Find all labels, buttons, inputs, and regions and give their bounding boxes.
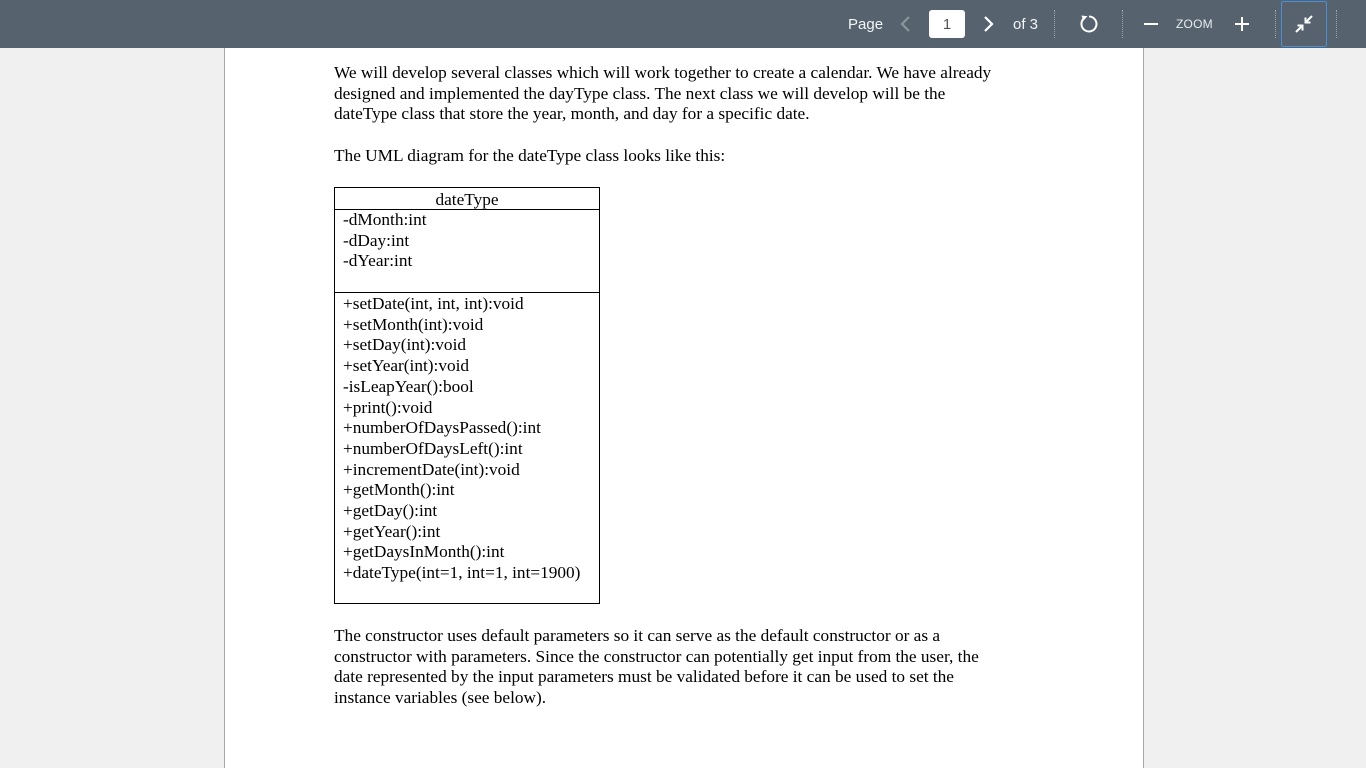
uml-method: +getMonth():int	[343, 480, 455, 500]
uml-method: +setYear(int):void	[343, 356, 470, 376]
chevron-right-icon	[983, 15, 995, 33]
uml-method: +incrementDate(int):void	[343, 459, 520, 479]
uml-method: +numberOfDaysLeft():int	[343, 438, 523, 458]
uml-class-diagram	[334, 187, 600, 604]
uml-method: +getDay():int	[343, 501, 438, 520]
uml-methods-section	[335, 293, 599, 603]
uml-attribute: -dMonth:int	[343, 210, 427, 229]
document-viewer[interactable]	[0, 48, 1366, 768]
uml-class-name: dateType	[335, 188, 599, 210]
zoom-out-button[interactable]	[1138, 0, 1164, 48]
zoom-in-button[interactable]	[1229, 0, 1255, 48]
uml-method: +setDate(int, int, int):void	[343, 294, 524, 313]
page-number-input[interactable]	[929, 10, 965, 38]
uml-method: +setDay(int):void	[343, 335, 467, 355]
previous-page-button[interactable]	[893, 0, 917, 48]
uml-method: -isLeapYear():bool	[343, 376, 474, 396]
page-label: Page	[848, 15, 884, 33]
uml-attribute: -dDay:int	[343, 230, 410, 250]
uml-method: +dateType(int=1, int=1, int=1900)	[343, 563, 581, 583]
page-total: of 3	[1013, 15, 1039, 33]
exit-fullscreen-button[interactable]	[1281, 1, 1327, 47]
chevron-left-icon	[899, 15, 911, 33]
uml-method: +numberOfDaysPassed():int	[343, 418, 541, 438]
rotate-button[interactable]	[1074, 0, 1104, 48]
exit-fullscreen-icon	[1294, 14, 1314, 34]
next-page-button[interactable]	[977, 0, 1001, 48]
uml-method: +setMonth(int):void	[343, 314, 484, 334]
plus-icon	[1234, 16, 1250, 32]
toolbar-divider	[1122, 10, 1123, 38]
uml-attributes-section	[335, 209, 599, 293]
constructor-paragraph: The constructor uses default parameters so it can serve as the default constructor or as a constructor with parameters. Since the constructor can potentially get input from the user, the date represented by the input parameters must be validated before it can be used to set the instance variables (see below).	[334, 626, 979, 707]
rotate-icon	[1078, 13, 1100, 35]
uml-method: +getYear():int	[343, 521, 441, 541]
intro-paragraph: We will develop several classes which will work together to create a calendar. We have already designed and implemented the dayType class. The next class we will develop will be the dateType class that store the year, month, and day for a specific date.	[334, 63, 992, 124]
pdf-page	[224, 48, 1144, 768]
uml-attribute: -dYear:int	[343, 251, 413, 271]
toolbar-divider	[1275, 10, 1276, 38]
uml-method: +getDaysInMonth():int	[343, 542, 505, 562]
uml-intro-paragraph: The UML diagram for the dateType class looks like this:	[334, 146, 726, 165]
toolbar-divider	[1054, 10, 1055, 38]
pdf-toolbar	[0, 0, 1366, 48]
minus-icon	[1143, 16, 1159, 32]
zoom-label: ZOOM	[1176, 17, 1213, 31]
toolbar-divider	[1336, 10, 1337, 38]
uml-method: +print():void	[343, 397, 433, 417]
